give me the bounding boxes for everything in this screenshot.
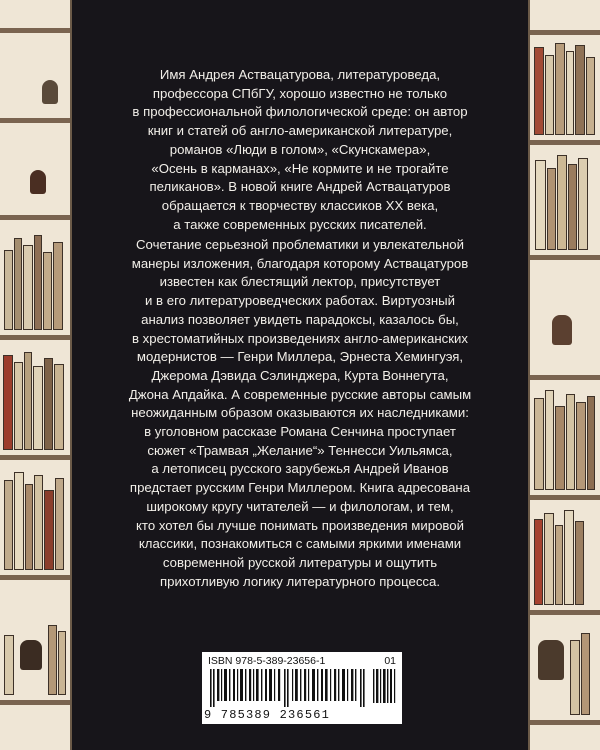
annotation-line: Джона Апдайка. А современные русские авторы самым [128,386,472,402]
annotation-line: пеликанов». В новой книге Андрей Аствацатуров [149,179,451,195]
book-row [0,225,70,335]
person-with-sign-figure [538,640,564,680]
annotation-line: «Осень в карманах», «Не кормите и не трогайте [151,160,449,176]
shelf-plank [0,215,70,220]
book-row [530,35,600,140]
barcode-addon-bars [372,669,396,703]
shelf-plank [0,700,70,705]
book-row [0,465,70,575]
barcode-bars [208,669,368,707]
annotation-line: предстает русским Генри Миллером. Книга адресована [129,480,471,496]
annotation-line: известен как блестящий лектор, присутствует [159,274,441,290]
annotation-line: а также современных русских писателей. [173,216,427,232]
book-row [530,385,600,495]
annotation-line: в уголовном рассказе Романа Сенчина проступает [144,424,456,440]
annotation-line: обращается к творчеству классиков XX века, [161,197,439,213]
reading-person-figure [30,170,46,194]
annotation-line: а летописец русского зарубежья Андрей Иванов [151,461,449,477]
annotation-line: Джерома Дэвида Сэлинджера, Курта Воннегута, [151,367,449,383]
annotation-line: профессора СПбГУ, хорошо известно не только [152,85,448,101]
ean-digits: 9 785389 236561 [204,708,331,722]
bird-figurine [42,80,58,104]
shelf-plank [530,140,600,145]
reading-person-figure [552,315,572,345]
shelf-plank [0,575,70,580]
shelf-plank [530,720,600,725]
book-row [530,620,600,720]
annotation-line: книг и статей об англо-американской литературе, [147,123,453,139]
book-row [0,585,70,700]
annotation-line: сюжет «Трамвая „Желание“» Теннесси Уильямса, [147,442,453,458]
annotation-line: анализ позволяет увидеть парадоксы, казалось бы, [141,311,459,327]
annotation-line: и в его литературоведческих работах. Виртуозный [145,293,455,309]
sitting-person-figure [20,640,42,670]
isbn-text: ISBN 978-5-389-23656-1 [208,655,326,667]
annotation-line: модернистов — Генри Миллера, Эрнеста Хемингуэя, [136,349,464,365]
annotation-line: романов «Люди в голом», «Скунскамера», [169,141,431,157]
left-bookshelf-illustration [0,0,72,750]
right-bookshelf-illustration [528,0,600,750]
annotation-line: неожиданным образом оказываются их наследниками: [131,405,469,421]
annotation-paragraph-1 [118,66,482,234]
shelf-plank [530,255,600,260]
shelf-plank [0,28,70,33]
annotation-line: прихотливую логику литературного процесса. [159,573,441,589]
shelf-plank [530,495,600,500]
book-row [0,345,70,455]
annotation-line: манеры изложения, благодаря которому Аствацатуров [131,255,469,271]
annotation-line: Сочетание серьезной проблематики и увлекательной [136,237,464,252]
shelf-plank [0,455,70,460]
shelf-plank [0,335,70,340]
isbn-barcode [202,652,402,724]
annotation-line: кто хотел бы лучше понимать произведения мировой [136,517,464,533]
annotation-line: широкому кругу читателей — и филологам, и тем, [146,498,454,514]
annotation-line: в профессиональной филологической среде: он автор [132,104,468,120]
book-row [530,150,600,255]
shelf-plank [530,375,600,380]
annotation-line: классики, познакомиться с самыми яркими именами [138,536,462,552]
annotation-paragraph-2 [118,236,482,591]
shelf-plank [530,610,600,615]
annotation-line: в хрестоматийных произведениях англо-американских [132,330,468,346]
annotation-line: Имя Андрея Аствацатурова, литературоведа, [159,67,441,82]
book-row [530,505,600,610]
barcode-addon-code: 01 [384,655,396,667]
shelf-plank [0,118,70,123]
annotation-line: современной русской литературы и ощутить [162,554,438,570]
